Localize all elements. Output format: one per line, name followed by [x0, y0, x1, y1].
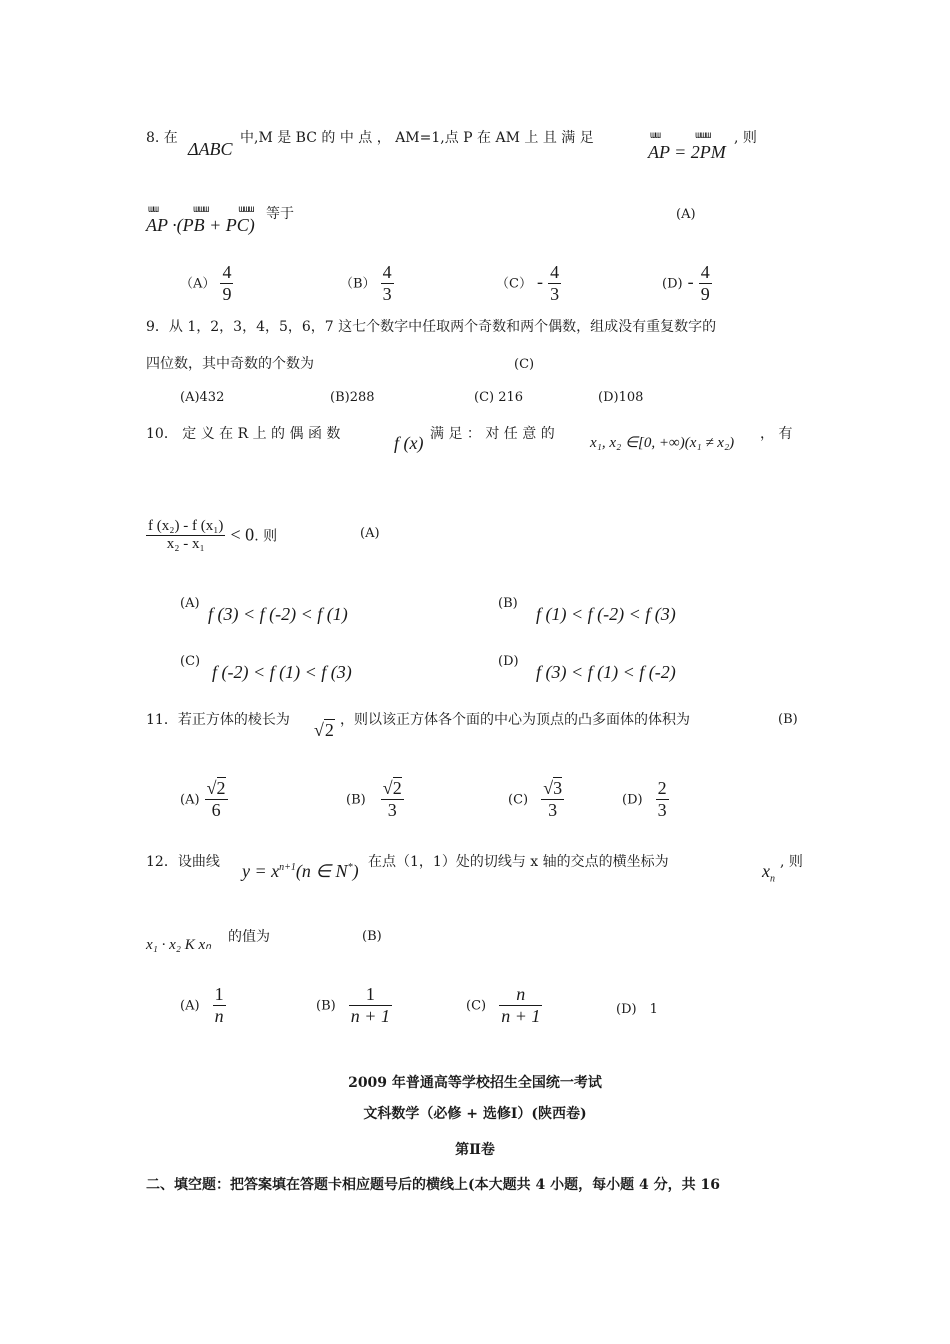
- q12-answer: (B): [362, 929, 382, 944]
- q11-option-d: (D) $\frac{2}{3}$: [622, 778, 667, 820]
- exam-title: 2009 年普通高等学校招生全国统一考试: [348, 1075, 602, 1091]
- q10-option-b: f (1) < f (-2) < f (3): [536, 604, 676, 624]
- q11-option-c: (C) $\frac{√3}{3}$: [508, 778, 563, 820]
- q8-answer: (A): [676, 207, 696, 222]
- q9-line-2: 四位数，其中奇数的个数为: [146, 356, 314, 372]
- q9-option-b: (B)288: [330, 390, 375, 405]
- q12-lead: 12．设曲线: [146, 854, 220, 870]
- q10-answer: (A): [360, 526, 380, 541]
- volume-title: 第Ⅱ卷: [455, 1142, 495, 1158]
- q9-line-1: 9．从 1，2，3，4，5，6，7 这七个数字中任取两个奇数和两个偶数，组成没有重复数字的: [146, 319, 717, 335]
- q12-xn: $x_n$: [762, 861, 775, 885]
- q12-curve: $y = x^{n+1}(n$ ∈ N*): [242, 861, 359, 881]
- q8-text: 中,M 是 BC 的 中 点 ， AM=1,点 P 在 AM 上 且 满 足: [240, 130, 594, 146]
- q11-answer: (B): [778, 712, 798, 727]
- q10-condition: x₁, x₂ ∈[0, +∞)(x₁ ≠ x₂): [590, 435, 735, 451]
- q8-condition: AP = 2PM: [648, 142, 726, 162]
- q10-option-b-label: (B): [498, 596, 518, 611]
- q10-frac-numerator: f (x₂) - f (x₁): [146, 518, 225, 536]
- q12-product: x₁ · x₂ K xₙ: [146, 937, 212, 953]
- q10-lead: 10． 定 义 在 R 上 的 偶 函 数: [146, 426, 341, 442]
- q12-option-a: (A) $\frac{1}{n}$: [180, 984, 224, 1026]
- q8-text-equals: 等于: [266, 206, 294, 222]
- q9-option-d: (D)108: [598, 390, 644, 405]
- q11-option-b: (B) $\frac{√2}{3}$: [346, 778, 402, 820]
- q10-option-c-label: (C): [180, 654, 201, 669]
- q12-text-then: , 则: [780, 854, 803, 870]
- q10-text-have: ， 有: [760, 426, 793, 442]
- q9-option-c: (C) 216: [474, 390, 524, 405]
- q11-text: ，则以该正方体各个面的中心为顶点的凸多面体的体积为: [340, 712, 690, 728]
- q8-triangle: ΔABC: [188, 139, 233, 159]
- q11-radical: √2: [314, 720, 334, 740]
- vector-arrow-icon: ɯɯ ɯɯɯ ɯɯɯ: [148, 204, 254, 215]
- q12-option-c: (C) $\frac{n}{n + 1}$: [466, 984, 541, 1026]
- q10-text: 满 足 ： 对 任 意 的: [430, 426, 555, 442]
- q8-option-a: （A） $\frac{4}{9}$: [180, 262, 232, 304]
- q10-inequality: $\frac{\text{f (x₂) - f (x₁)}}{\text{x₂ - x₁}}$ < 0. 则: [148, 518, 278, 553]
- q11-lead: 11．若正方体的棱长为: [146, 712, 290, 728]
- exam-subtitle: 文科数学（必修 + 选修Ⅰ）(陕西卷): [363, 1106, 587, 1122]
- q10-function: f (x): [394, 433, 424, 453]
- q8-lead: 8. 在: [146, 130, 178, 146]
- q10-option-d: f (3) < f (1) < f (-2): [536, 662, 676, 682]
- q8-option-c: （C） - $\frac{4}{3}$: [496, 262, 560, 304]
- vector-arrow-icon: ɯɯ ɯɯɯ: [650, 130, 711, 141]
- q9-option-a: (A)432: [180, 390, 225, 405]
- q8-option-d: (D) - $\frac{4}{9}$: [662, 262, 710, 304]
- q9-answer: (C): [514, 357, 535, 372]
- q10-option-a-label: (A): [180, 596, 200, 611]
- q10-frac-denominator: x₂ - x₁: [166, 536, 205, 553]
- q12-option-d: (D) 1: [616, 1002, 658, 1017]
- q10-option-d-label: (D): [498, 654, 519, 669]
- q8-text-then: , 则: [734, 130, 757, 146]
- section-heading: 二、填空题：把答案填在答题卡相应题号后的横线上(本大题共 4 小题，每小题 4 分，共 16: [146, 1177, 720, 1193]
- q10-option-c: f (-2) < f (1) < f (3): [212, 662, 352, 682]
- q12-text-value: 的值为: [228, 929, 270, 945]
- q12-option-b: (B) $\frac{1}{n + 1}$: [316, 984, 390, 1026]
- q11-option-a: (A) $\frac{√2}{6}$: [180, 778, 226, 820]
- q10-option-a: f (3) < f (-2) < f (1): [208, 604, 348, 624]
- q8-option-b: （B） $\frac{4}{3}$: [340, 262, 392, 304]
- q12-text: 在点（1，1）处的切线与 x 轴的交点的横坐标为: [368, 854, 669, 870]
- q8-expression: AP ·(PB + PC): [146, 215, 255, 235]
